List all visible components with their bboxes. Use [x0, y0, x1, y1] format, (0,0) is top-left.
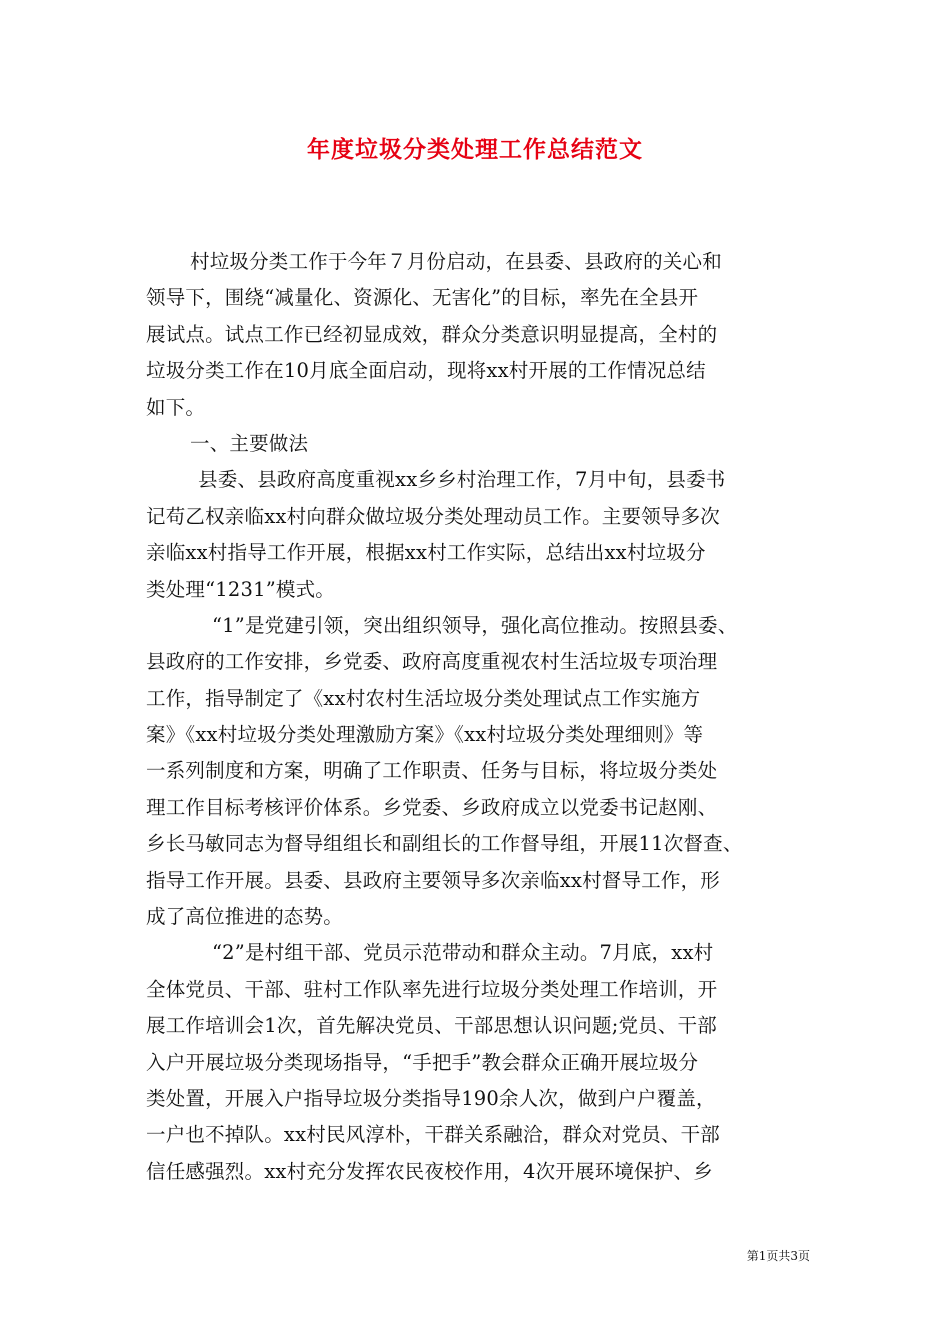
page-footer: 第1页共3页: [746, 1249, 810, 1263]
text-line: 如下。: [146, 395, 206, 419]
text-line: “2”是村组干部、党员示范带动和群众主动。7月底，xx村: [212, 941, 714, 965]
document-body: [146, 244, 810, 1190]
text-line: 入户开展垃圾分类现场指导，“手把手”教会群众正确开展垃圾分: [146, 1050, 699, 1074]
text-line: 乡长马敏同志为督导组组长和副组长的工作督导组，开展11次督查、: [146, 832, 743, 856]
text-line: 理工作目标考核评价体系。乡党委、乡政府成立以党委书记赵刚、: [146, 795, 718, 819]
document-title: 年度垃圾分类处理工作总结范文: [307, 137, 643, 163]
text-line: “1”是党建引领，突出组织领导，强化高位推动。按照县委、: [212, 613, 738, 637]
text-line: 指导工作开展。县委、县政府主要领导多次亲临xx村督导工作，形: [146, 868, 720, 892]
text-line: 记苟乙权亲临xx村向群众做垃圾分类处理动员工作。主要领导多次: [146, 504, 720, 528]
text-line: 展试点。试点工作已经初显成效，群众分类意识明显提高，全村的: [146, 322, 718, 346]
text-line: 展工作培训会1次，首先解决党员、干部思想认识问题;党员、干部: [146, 1014, 717, 1038]
text-line: 成了高位推进的态势。: [146, 905, 344, 929]
text-line: 类处理“1231”模式。: [146, 577, 335, 601]
text-line: 类处置，开展入户指导垃圾分类指导190余人次，做到户户覆盖，: [146, 1086, 716, 1110]
text-line: 案》《xx村垃圾分类处理激励方案》《xx村垃圾分类处理细则》等: [146, 723, 704, 747]
text-line: 一户也不掉队。xx村民风淳朴，干群关系融洽，群众对党员、干部: [146, 1123, 720, 1147]
text-line: 一系列制度和方案，明确了工作职责、任务与目标，将垃圾分类处: [146, 759, 718, 783]
text-line: 县政府的工作安排，乡党委、政府高度重视农村生活垃圾专项治理: [146, 650, 718, 674]
text-line: 领导下，围绕“减量化、资源化、无害化”的目标，率先在全县开: [146, 286, 699, 310]
text-line: 亲临xx村指导工作开展，根据xx村工作实际，总结出xx村垃圾分: [146, 541, 706, 565]
text-line: 一、主要做法: [190, 431, 309, 455]
text-line: 村垃圾分类工作于今年７月份启动，在县委、县政府的关心和: [190, 250, 722, 273]
text-line: 信任感强烈。xx村充分发挥农民夜校作用，4次开展环境保护、乡: [146, 1159, 713, 1183]
text-line: 工作，指导制定了《xx村农村生活垃圾分类处理试点工作实施方: [146, 686, 701, 710]
text-line: 垃圾分类工作在10月底全面启动，现将xx村开展的工作情况总结: [146, 359, 706, 383]
text-line: 全体党员、干部、驻村工作队率先进行垃圾分类处理工作培训，开: [146, 977, 718, 1001]
text-line: 县委、县政府高度重视xx乡乡村治理工作，7月中旬，县委书: [198, 468, 726, 492]
